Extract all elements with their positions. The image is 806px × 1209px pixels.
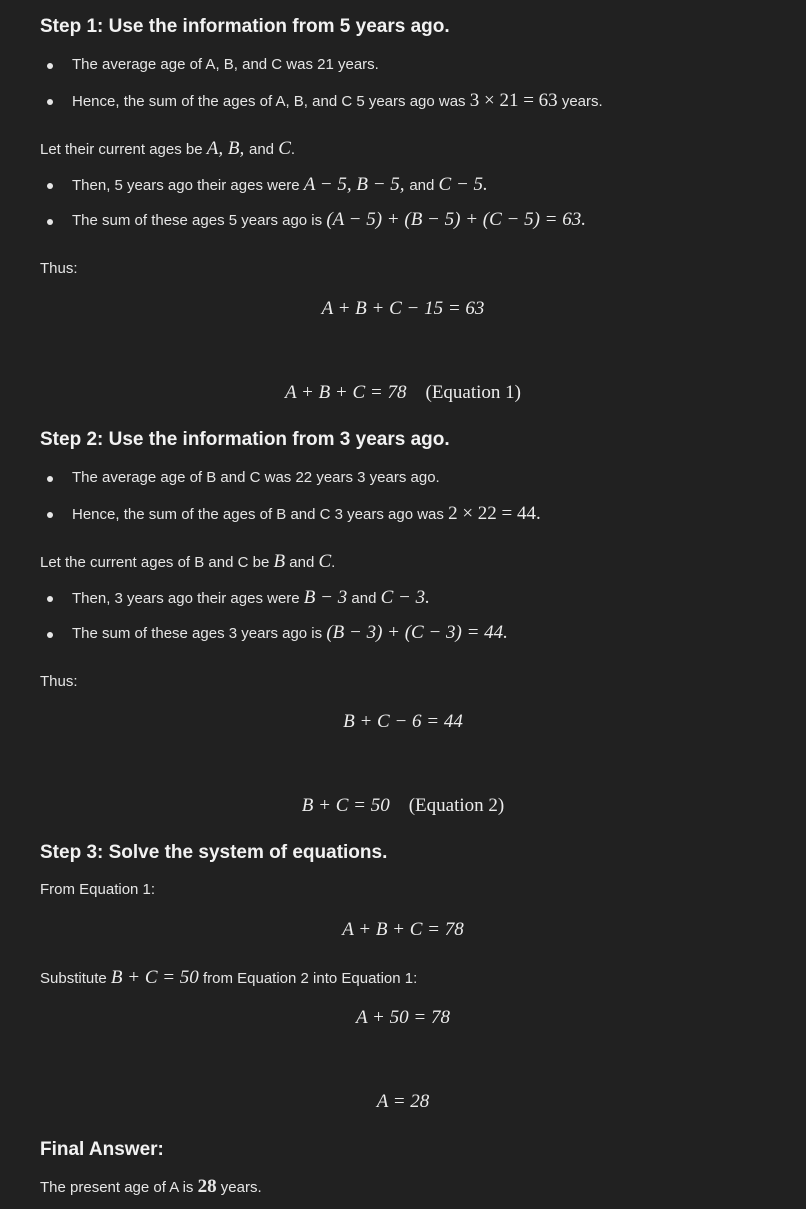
step2-bullet-2: Hence, the sum of the ages of B and C 3 years ago was 2 × 22 = 44. (72, 503, 541, 524)
bullet-dot (47, 99, 53, 105)
step3-equation-b: A + 50 = 78 (356, 1007, 450, 1028)
final-heading: Final Answer: (40, 1139, 164, 1160)
bullet-dot (47, 512, 53, 518)
step3-from: From Equation 1: (40, 881, 156, 898)
step1-thus: Thus: (40, 260, 78, 277)
step2-equation-a: B + C − 6 = 44 (343, 711, 463, 732)
step1-bullet-2: Hence, the sum of the ages of A, B, and C 5 years ago was 3 × 21 = 63 years. (72, 90, 603, 111)
step1-bullet-1: The average age of A, B, and C was 21 years. (72, 56, 379, 73)
step2-bullet-4: The sum of these ages 3 years ago is (B − 3) + (C − 3) = 44. (72, 622, 508, 643)
step2-equation-2: B + C = 50 (Equation 2) (301, 795, 505, 816)
step1-let: Let their current ages be A, B, and C. (40, 138, 296, 159)
final-answer-value: 28 (197, 1176, 217, 1197)
step1-heading: Step 1: Use the information from 5 years ago. (40, 16, 450, 37)
bullet-dot (47, 183, 53, 189)
bullet-dot (47, 476, 53, 482)
step3-equation-a: A + B + C = 78 (342, 919, 464, 940)
final-answer: The present age of A is 28 years. (40, 1176, 262, 1197)
step2-thus: Thus: (40, 673, 78, 690)
step2-let: Let the current ages of B and C be B and C. (40, 551, 336, 572)
step1-equation-1: A + B + C = 78 (Equation 1) (284, 382, 522, 403)
step1-bullet-3: Then, 5 years ago their ages were A − 5, B − 5, and C − 5. (72, 174, 488, 195)
step2-bullet-1: The average age of B and C was 22 years 3 years ago. (72, 469, 440, 486)
step2-bullet-3: Then, 3 years ago their ages were B − 3 and C − 3. (72, 587, 430, 608)
step2-heading: Step 2: Use the information from 3 years ago. (40, 429, 450, 450)
step1-bullet-4: The sum of these ages 5 years ago is (A − 5) + (B − 5) + (C − 5) = 63. (72, 209, 586, 230)
bullet-dot (47, 219, 53, 225)
step1-equation-a: A + B + C − 15 = 63 (321, 298, 485, 319)
bullet-dot (47, 63, 53, 69)
step3-equation-c: A = 28 (376, 1091, 430, 1112)
bullet-dot (47, 632, 53, 638)
step3-substitute: Substitute B + C = 50 from Equation 2 into Equation 1: (40, 967, 418, 988)
step3-heading: Step 3: Solve the system of equations. (40, 842, 388, 863)
bullet-dot (47, 596, 53, 602)
